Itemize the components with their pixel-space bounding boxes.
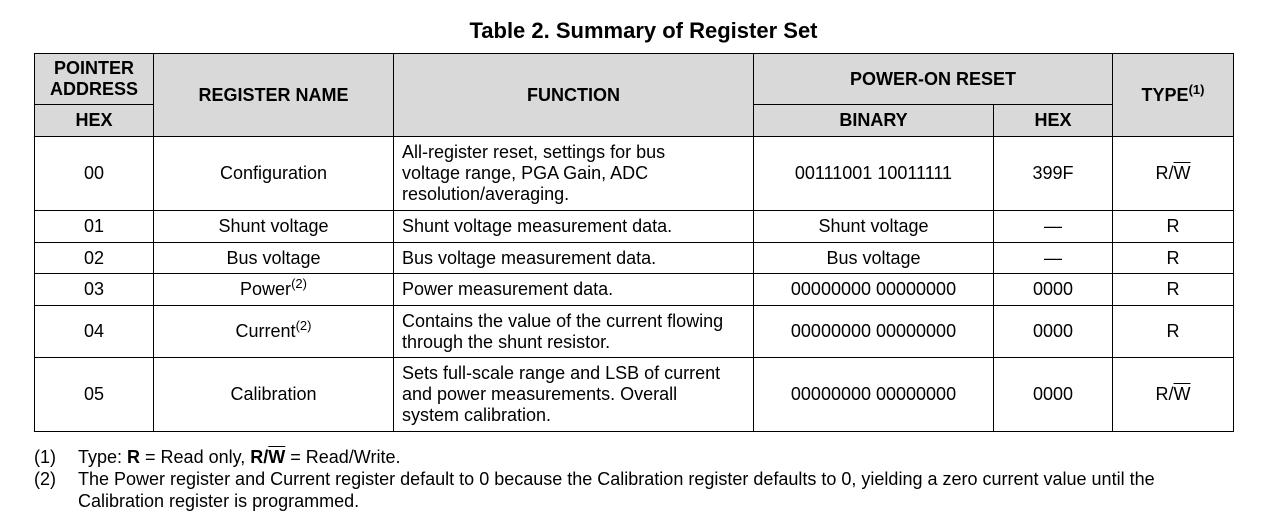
- cell-function: [394, 243, 754, 274]
- cell-address: 01: [35, 211, 154, 243]
- footnote-text: = Read only,: [140, 447, 251, 467]
- cell-register-name: [154, 358, 394, 432]
- header-type-label: TYPE: [1141, 84, 1189, 105]
- register-name: Bus voltage: [226, 247, 321, 268]
- cell-address: 05: [35, 358, 154, 432]
- cell-binary: 00000000 00000000: [754, 306, 994, 358]
- register-summary-table: [34, 53, 1234, 432]
- footnote-text: Type:: [78, 447, 128, 467]
- register-name: Power: [240, 279, 292, 299]
- footnote-1: [34, 446, 1238, 468]
- header-power-on-reset: POWER-ON RESET: [754, 54, 1113, 105]
- table-row: [35, 306, 1234, 358]
- type-r: R: [1166, 216, 1180, 236]
- header-register-name: REGISTER NAME: [154, 54, 394, 137]
- cell-hex: 0000: [994, 358, 1113, 432]
- footnote-number: (1): [34, 447, 56, 467]
- table-row: [35, 211, 1234, 243]
- cell-function: [394, 211, 754, 243]
- cell-address: 02: [35, 243, 154, 274]
- cell-register-name: [154, 306, 394, 358]
- cell-hex: —: [994, 243, 1113, 274]
- function-line: Sets full-scale range and LSB of current: [402, 363, 721, 383]
- header-type: [1113, 54, 1234, 137]
- cell-type: [1113, 137, 1234, 211]
- cell-type: [1113, 358, 1234, 432]
- table-title: Table 2. Summary of Register Set: [469, 18, 818, 43]
- cell-function: [394, 306, 754, 358]
- cell-hex: 0000: [994, 306, 1113, 358]
- header-pointer-address: [35, 54, 154, 105]
- type-r: R/: [1155, 384, 1174, 404]
- cell-function: [394, 274, 754, 306]
- header-address-hex: HEX: [35, 105, 154, 137]
- type-r: R/: [1155, 163, 1174, 183]
- cell-binary: 00000000 00000000: [754, 274, 994, 306]
- header-type-footnote: (1): [1188, 81, 1205, 97]
- cell-type: [1113, 211, 1234, 243]
- footnote-2: [34, 468, 1238, 512]
- function-line: Shunt voltage measurement data.: [402, 216, 673, 236]
- cell-address: 00: [35, 137, 154, 211]
- register-name: Calibration: [230, 384, 317, 404]
- table-row: [35, 137, 1234, 211]
- footnote-bold: R/: [250, 447, 269, 467]
- cell-binary: 00000000 00000000: [754, 358, 994, 432]
- header-pointer-line2: ADDRESS: [49, 79, 138, 99]
- type-r: R: [1166, 279, 1180, 299]
- footnote-bold: R: [127, 447, 141, 467]
- register-name: Shunt voltage: [218, 216, 329, 236]
- function-line: Contains the value of the current flowing: [402, 310, 724, 331]
- cell-type: [1113, 243, 1234, 274]
- cell-hex: —: [994, 211, 1113, 243]
- type-r: R: [1166, 247, 1180, 268]
- function-line: Bus voltage measurement data.: [402, 247, 657, 268]
- function-line: system calibration.: [402, 405, 552, 425]
- register-name-footnote: (2): [291, 275, 307, 291]
- cell-function: [394, 358, 754, 432]
- cell-hex: 399F: [994, 137, 1113, 211]
- cell-hex: 0000: [994, 274, 1113, 306]
- table-footnotes: [34, 446, 1238, 512]
- cell-binary: Bus voltage: [754, 243, 994, 274]
- header-function: FUNCTION: [394, 54, 754, 137]
- cell-type: [1113, 274, 1234, 306]
- function-line: and power measurements. Overall: [402, 384, 678, 404]
- cell-register-name: [154, 137, 394, 211]
- function-line: All-register reset, settings for bus: [402, 142, 666, 162]
- function-line: Power measurement data.: [402, 279, 614, 299]
- table-row: [35, 274, 1234, 306]
- function-line: voltage range, PGA Gain, ADC: [402, 163, 649, 183]
- table-row: [35, 243, 1234, 274]
- header-binary: BINARY: [754, 105, 994, 137]
- header-por-hex: HEX: [994, 105, 1113, 137]
- header-pointer-line1: POINTER: [53, 58, 134, 78]
- cell-address: 04: [35, 306, 154, 358]
- footnote-bold-overline: $\overline{W}$: [268, 447, 286, 467]
- function-line: resolution/averaging.: [402, 184, 570, 204]
- footnote-text: = Read/Write.: [285, 447, 401, 467]
- footnote-number: (2): [34, 469, 56, 489]
- register-name: Current: [235, 321, 296, 341]
- cell-binary: Shunt voltage: [754, 211, 994, 243]
- cell-function: [394, 137, 754, 211]
- cell-register-name: [154, 211, 394, 243]
- type-r: R: [1166, 321, 1180, 341]
- table-row: [35, 358, 1234, 432]
- footnote-text: The Power register and Current register default to 0 because the Calibration register defaults to 0, yielding a zero current value until the: [78, 469, 1155, 489]
- register-name-footnote: (2): [295, 317, 312, 333]
- type-w: $\overline{W}$: [1173, 384, 1191, 404]
- cell-binary: 00111001 10011111: [754, 137, 994, 211]
- cell-address: 03: [35, 274, 154, 306]
- footnote-text: Calibration register is programmed.: [78, 491, 360, 511]
- function-line: through the shunt resistor.: [402, 331, 611, 352]
- cell-register-name: [154, 274, 394, 306]
- register-name: Configuration: [219, 163, 328, 183]
- cell-register-name: [154, 243, 394, 274]
- type-w: $\overline{W}$: [1173, 163, 1191, 183]
- cell-type: [1113, 306, 1234, 358]
